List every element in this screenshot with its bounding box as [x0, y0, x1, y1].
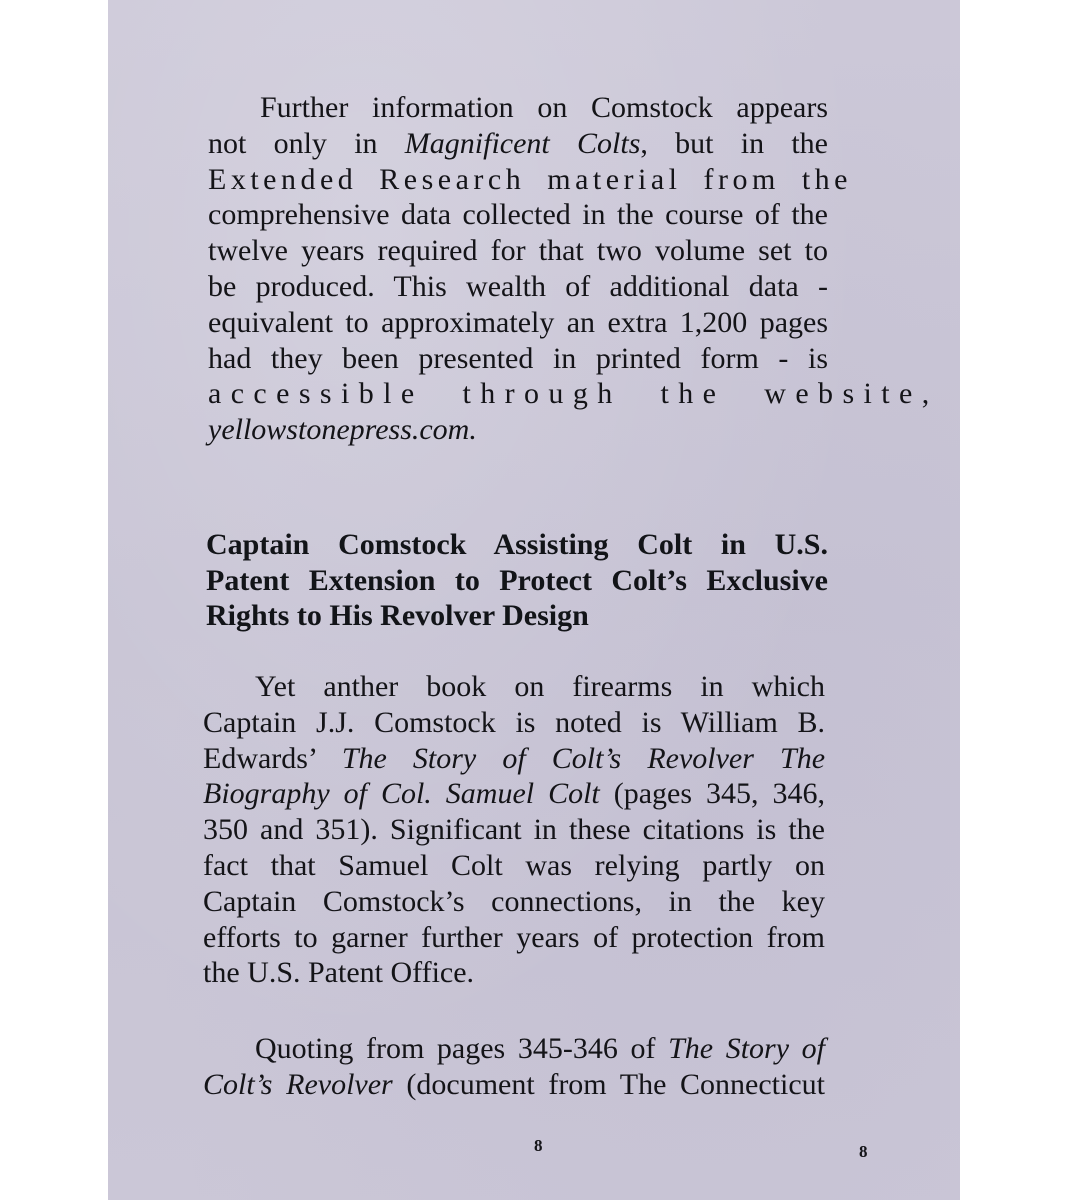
text-line [208, 126, 828, 162]
text-line: Captain J.J. Comstock is noted is William B. [203, 705, 825, 739]
text-line: Further information on Comstock appears [260, 91, 828, 124]
paragraph-quoting [203, 1031, 825, 1103]
text-line: had they been presented in printed form - is [208, 341, 828, 375]
section-heading [206, 527, 828, 634]
text-run: , but in the [640, 126, 828, 160]
page-number: 8 [534, 1136, 543, 1155]
text-line [208, 412, 828, 448]
text-line: fact that Samuel Colt was relying partly on [203, 848, 825, 882]
text-line: twelve years required for that two volume set to [208, 234, 828, 268]
text-run: not only in [208, 126, 405, 160]
paragraph-comstock-info [208, 90, 939, 448]
website-link-text: yellowstonepress.com. [208, 413, 477, 447]
heading-line: Patent Extension to Protect Colt’s Exclusive [206, 563, 828, 597]
text-line: be produced. This wealth of additional data - [208, 269, 828, 303]
heading-line: Captain Comstock Assisting Colt in U.S. [206, 528, 828, 561]
text-line: the U.S. Patent Office. [203, 956, 475, 990]
text-line: efforts to garner further years of protection from [203, 920, 825, 954]
text-line [203, 1031, 825, 1067]
book-title: The Story of Colt’s Revolver The [341, 741, 826, 775]
text-run: (document from The Connecticut [392, 1067, 826, 1101]
text-line: Yet anther book on firearms in which [255, 670, 825, 703]
text-run: Edwards’ [203, 741, 342, 775]
book-title: Magnificent Colts [404, 126, 641, 160]
text-line [203, 1067, 825, 1103]
text-line: equivalent to approximately an extra 1,200 pages [208, 305, 828, 339]
text-line [203, 776, 825, 812]
text-line: Extended Research material from the [208, 162, 852, 196]
document-page [108, 0, 960, 1200]
book-title: The Story of [668, 1032, 825, 1065]
heading-line: Rights to His Revolver Design [206, 599, 589, 632]
text-line: comprehensive data collected in the course of the [208, 198, 828, 232]
text-line [203, 741, 825, 777]
text-run: Quoting from pages 345-346 of [255, 1032, 669, 1065]
paragraph-edwards-book [203, 669, 825, 991]
text-line: Captain Comstock’s connections, in the key [203, 884, 825, 918]
book-title: Colt’s Revolver [203, 1067, 393, 1101]
text-line: 350 and 351). Significant in these citations is the [203, 813, 825, 847]
text-run: (pages 345, 346, [599, 777, 826, 811]
book-title: Biography of Col. Samuel Colt [203, 777, 600, 811]
text-line: accessible through the website, [208, 377, 939, 411]
page-number-margin: 8 [859, 1142, 868, 1161]
